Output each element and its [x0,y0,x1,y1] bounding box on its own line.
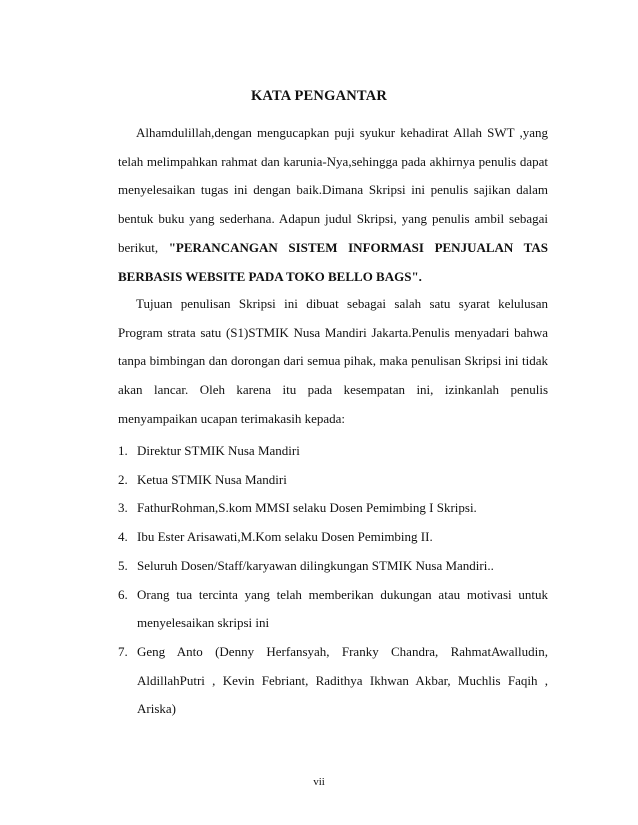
list-item-number: 5. [118,557,128,573]
page-title: KATA PENGANTAR [250,88,388,104]
list-item-text: Ibu Ester Arisawati,M.Kom selaku Dosen Pemimbing II. [137,529,433,545]
list-item-text: Seluruh Dosen/Staff/karyawan dilingkungan STMIK Nusa Mandiri.. [137,557,494,573]
paragraph-opening-text: Alhamdulillah,dengan mengucapkan puji syukur kehadirat Allah SWT ,yang telah melimpahkan rahmat dan karunia-Nya,sehingga pada akhirnya penulis dapat menyelesaikan tugas ini dengan baik.Dimana Skripsi ini penulis sajikan dalam bentuk buku yang sederhana. Adapun judul Skripsi, yang penulis ambil sebagai berikut, [118,125,548,255]
list-item-number: 3. [118,500,128,516]
list-item [118,552,548,581]
list-item-text: Orang tua tercinta yang telah memberikan dukungan atau motivasi untuk menyelesaikan skripsi ini [137,586,548,631]
list-item-number: 6. [118,586,128,602]
paragraph-purpose [118,290,548,434]
thesis-title: "PERANCANGAN SISTEM INFORMASI PENJUALAN TAS BERBASIS WEBSITE PADA TOKO BELLO BAGS". [118,239,549,284]
list-item [118,494,548,523]
paragraph-purpose-text: Tujuan penulisan Skripsi ini dibuat sebagai salah satu syarat kelulusan Program strata satu (S1)STMIK Nusa Mandiri Jakarta.Penulis menyadari bahwa tanpa bimbingan dan dorongan dari semua pihak, maka penulisan Skripsi ini tidak akan lancar. Oleh karena itu pada kesempatan ini, izinkanlah penulis menyampaikan ucapan terimakasih kepada: [118,296,548,426]
page-number: vii [313,776,325,788]
list-item-text: Ketua STMIK Nusa Mandiri [137,471,287,487]
paragraph-opening [118,119,548,291]
list-item-text: FathurRohman,S.kom MMSI selaku Dosen Pemimbing I Skripsi. [137,500,477,516]
list-item-number: 4. [118,529,128,545]
list-item-number: 7. [118,643,128,659]
list-item [118,466,548,495]
acknowledgement-list [118,437,548,724]
list-item-number: 1. [118,443,128,458]
list-item [118,581,548,638]
list-item [118,437,548,466]
list-item [118,638,548,724]
list-item-text: Direktur STMIK Nusa Mandiri [137,443,300,458]
list-item [118,523,548,552]
list-item-number: 2. [118,471,128,487]
list-item-text: Geng Anto (Denny Herfansyah, Franky Chandra, RahmatAwalludin, AldillahPutri , Kevin Febriant, Radithya Ikhwan Akbar, Muchlis Faqih , Ariska) [137,643,548,717]
